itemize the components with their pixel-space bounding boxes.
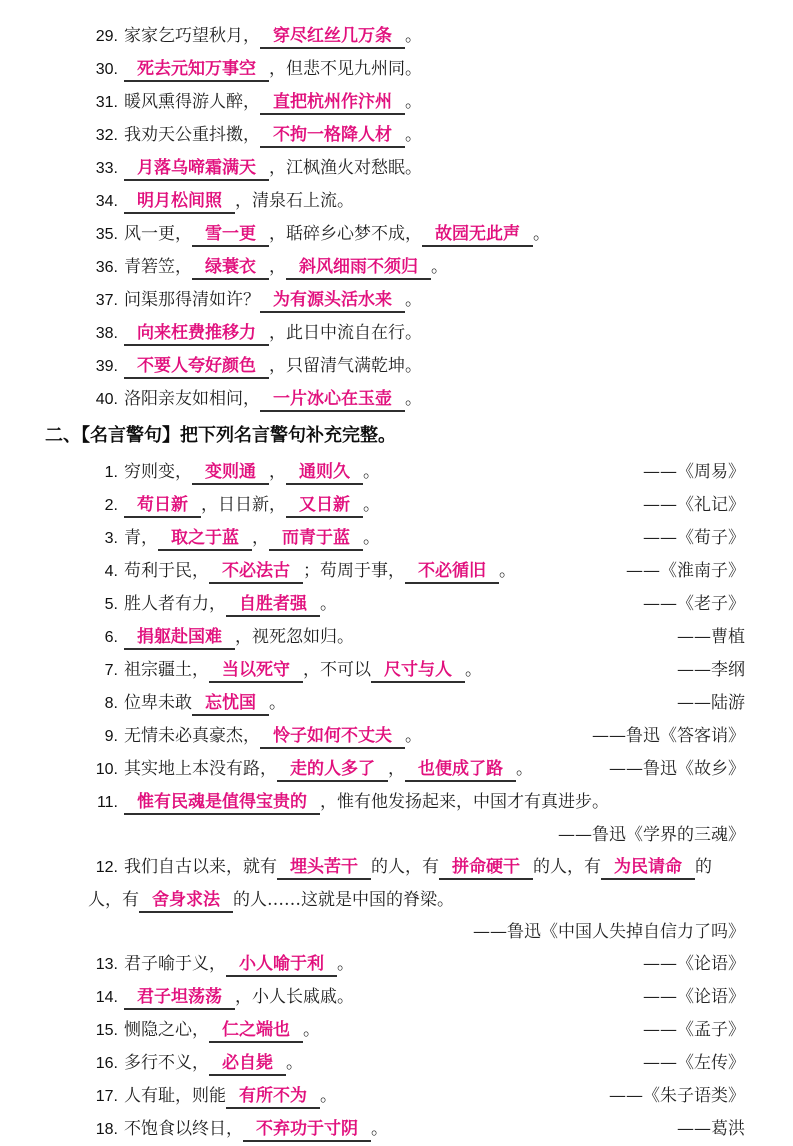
question-text: 。 bbox=[405, 726, 422, 746]
question-text: 我劝天公重抖擞， bbox=[124, 125, 260, 145]
question-item bbox=[88, 284, 745, 317]
question-content bbox=[124, 26, 422, 46]
question-number: 1. bbox=[104, 464, 118, 481]
question-text: 暖风熏得游人醉， bbox=[124, 92, 260, 112]
source-attribution: ——《论语》 bbox=[643, 987, 745, 1007]
question-text: 家家乞巧望秋月， bbox=[124, 26, 260, 46]
section-tag: 【名言警句】 bbox=[81, 425, 180, 446]
source-attribution: ——葛洪 bbox=[677, 1119, 745, 1139]
question-content bbox=[124, 356, 422, 376]
question-content bbox=[124, 621, 667, 653]
question-content bbox=[124, 588, 633, 620]
source-attribution: ——《孟子》 bbox=[643, 1020, 745, 1040]
question-item bbox=[88, 1113, 745, 1146]
question-content bbox=[88, 857, 712, 910]
question-text: 。 bbox=[405, 92, 422, 112]
source-attribution: ——鲁迅《中国人失掉自信力了吗》 bbox=[473, 922, 745, 942]
question-number: 16. bbox=[95, 1055, 118, 1072]
question-text: 。 bbox=[320, 1086, 337, 1106]
question-content bbox=[124, 720, 582, 752]
question-text: 的人，有 bbox=[533, 857, 601, 877]
question-number: 4. bbox=[104, 563, 118, 580]
question-text: 祖宗疆土， bbox=[124, 660, 209, 680]
question-content bbox=[124, 59, 422, 79]
question-text: 。 bbox=[269, 693, 286, 713]
question-item bbox=[88, 251, 745, 284]
question-number: 40. bbox=[95, 391, 118, 408]
question-text: 多行不义， bbox=[124, 1053, 209, 1073]
question-text: 。 bbox=[337, 954, 354, 974]
question-content bbox=[124, 1014, 633, 1046]
question-number: 36. bbox=[95, 259, 118, 276]
question-text: 。 bbox=[286, 1053, 303, 1073]
answer-blank: 雪一更 bbox=[192, 224, 269, 247]
question-item bbox=[88, 489, 745, 522]
question-content bbox=[124, 224, 550, 244]
answer-blank: 必自毙 bbox=[209, 1053, 286, 1076]
question-item bbox=[88, 687, 745, 720]
question-text: 苟利于民， bbox=[124, 561, 209, 581]
question-number: 9. bbox=[104, 728, 118, 745]
question-content bbox=[124, 1080, 599, 1112]
answer-blank: 惟有民魂是值得宝贵的 bbox=[124, 792, 320, 815]
question-text: ，不可以 bbox=[303, 660, 371, 680]
answer-blank: 而青于蓝 bbox=[269, 528, 363, 551]
question-number: 32. bbox=[95, 127, 118, 144]
question-text: 无情未必真豪杰， bbox=[124, 726, 260, 746]
source-attribution: ——李纲 bbox=[677, 660, 745, 680]
question-content bbox=[124, 257, 448, 277]
question-text: ， bbox=[269, 257, 286, 277]
question-number: 34. bbox=[95, 193, 118, 210]
question-text: ，聒碎乡心梦不成， bbox=[269, 224, 422, 244]
question-text: 的人，有 bbox=[88, 857, 712, 910]
question-content bbox=[124, 389, 422, 409]
question-item bbox=[88, 555, 745, 588]
answer-blank: 小人喻于利 bbox=[226, 954, 337, 977]
question-number: 7. bbox=[104, 662, 118, 679]
answer-blank: 为民请命 bbox=[601, 857, 695, 880]
question-number: 6. bbox=[104, 629, 118, 646]
question-content bbox=[124, 125, 422, 145]
answer-blank: 斜风细雨不须归 bbox=[286, 257, 431, 280]
answer-blank: 变则通 bbox=[192, 462, 269, 485]
question-text: ，此日中流自在行。 bbox=[269, 323, 422, 343]
question-item bbox=[88, 218, 745, 251]
question-content bbox=[124, 323, 422, 343]
question-number: 8. bbox=[104, 695, 118, 712]
question-number: 17. bbox=[95, 1088, 118, 1105]
question-text: ， bbox=[388, 759, 405, 779]
question-text: 其实地上本没有路， bbox=[124, 759, 277, 779]
answer-blank: 尺寸与人 bbox=[371, 660, 465, 683]
answer-blank: 绿蓑衣 bbox=[192, 257, 269, 280]
answer-blank: 穿尽红丝几万条 bbox=[260, 26, 405, 49]
question-text: 。 bbox=[499, 561, 516, 581]
question-text: 。 bbox=[533, 224, 550, 244]
question-text: 。 bbox=[405, 26, 422, 46]
question-item bbox=[88, 1014, 745, 1047]
question-text: 。 bbox=[363, 495, 380, 515]
question-text: 的人……这就是中国的脊梁。 bbox=[233, 890, 454, 910]
answer-blank: 明月松间照 bbox=[124, 191, 235, 214]
answer-blank: 一片冰心在玉壶 bbox=[260, 389, 405, 412]
question-text: 胜人者有力， bbox=[124, 594, 226, 614]
question-text: ， bbox=[252, 528, 269, 548]
answer-blank: 也便成了路 bbox=[405, 759, 516, 782]
question-content bbox=[124, 290, 422, 310]
question-text: 穷则变， bbox=[124, 462, 192, 482]
question-item bbox=[88, 383, 745, 416]
source-attribution: ——《老子》 bbox=[643, 594, 745, 614]
question-content bbox=[124, 522, 633, 554]
question-item bbox=[88, 185, 745, 218]
question-number: 3. bbox=[104, 530, 118, 547]
question-item bbox=[88, 119, 745, 152]
question-text: 。 bbox=[465, 660, 482, 680]
question-number: 37. bbox=[95, 292, 118, 309]
question-number: 5. bbox=[104, 596, 118, 613]
question-text: 人有耻，则能 bbox=[124, 1086, 226, 1106]
answer-blank: 舍身求法 bbox=[139, 890, 233, 913]
question-number: 15. bbox=[95, 1022, 118, 1039]
question-number: 35. bbox=[95, 226, 118, 243]
question-item bbox=[88, 1080, 745, 1113]
question-item bbox=[88, 851, 745, 916]
question-content bbox=[124, 687, 667, 719]
source-attribution: ——鲁迅《学界的三魂》 bbox=[558, 825, 745, 845]
question-text: ， bbox=[269, 462, 286, 482]
question-text: 君子喻于义， bbox=[124, 954, 226, 974]
answer-blank: 苟日新 bbox=[124, 495, 201, 518]
question-text: ，视死忽如归。 bbox=[235, 627, 354, 647]
question-number: 39. bbox=[95, 358, 118, 375]
answer-blank: 直把杭州作汴州 bbox=[260, 92, 405, 115]
question-number: 38. bbox=[95, 325, 118, 342]
question-content bbox=[124, 1047, 633, 1079]
question-text: 。 bbox=[405, 290, 422, 310]
question-number: 33. bbox=[95, 160, 118, 177]
question-item bbox=[88, 86, 745, 119]
question-text: 。 bbox=[363, 528, 380, 548]
question-content bbox=[124, 191, 354, 211]
question-item bbox=[88, 588, 745, 621]
source-attribution: ——《淮南子》 bbox=[626, 561, 745, 581]
poetry-answer-list bbox=[45, 20, 745, 416]
question-item bbox=[88, 317, 745, 350]
answer-blank: 不必法古 bbox=[209, 561, 303, 584]
answer-blank: 月落乌啼霜满天 bbox=[124, 158, 269, 181]
question-text: ；苟周于事， bbox=[303, 561, 405, 581]
section-instruction: 把下列名言警句补充完整。 bbox=[180, 425, 396, 446]
answer-blank: 取之于蓝 bbox=[158, 528, 252, 551]
source-attribution: ——《左传》 bbox=[643, 1053, 745, 1073]
answer-blank: 走的人多了 bbox=[277, 759, 388, 782]
question-item bbox=[88, 20, 745, 53]
answer-blank: 不拘一格降人材 bbox=[260, 125, 405, 148]
source-attribution: ——《论语》 bbox=[643, 954, 745, 974]
question-text: ，日日新， bbox=[201, 495, 286, 515]
question-content bbox=[124, 948, 633, 980]
question-item bbox=[88, 981, 745, 1014]
section-heading bbox=[45, 420, 745, 452]
question-text: 风一更， bbox=[124, 224, 192, 244]
question-number: 13. bbox=[95, 956, 118, 973]
question-text: 的人，有 bbox=[371, 857, 439, 877]
question-text: 。 bbox=[320, 594, 337, 614]
question-item bbox=[88, 621, 745, 654]
answer-blank: 故园无此声 bbox=[422, 224, 533, 247]
question-number: 14. bbox=[95, 989, 118, 1006]
question-text: 恻隐之心， bbox=[124, 1020, 209, 1040]
question-content bbox=[124, 792, 609, 812]
question-number: 30. bbox=[95, 61, 118, 78]
question-number: 2. bbox=[104, 497, 118, 514]
question-text: 。 bbox=[363, 462, 380, 482]
answer-blank: 不要人夸好颜色 bbox=[124, 356, 269, 379]
question-text: 。 bbox=[405, 125, 422, 145]
answer-blank: 不弃功于寸阴 bbox=[243, 1119, 371, 1142]
answer-blank: 为有源头活水来 bbox=[260, 290, 405, 313]
question-item bbox=[88, 1047, 745, 1080]
question-item bbox=[88, 350, 745, 383]
question-content bbox=[124, 753, 599, 785]
question-text: 青， bbox=[124, 528, 158, 548]
question-text: 不饱食以终日， bbox=[124, 1119, 243, 1139]
answer-blank: 拼命硬干 bbox=[439, 857, 533, 880]
answer-blank: 当以死守 bbox=[209, 660, 303, 683]
answer-blank: 捐躯赴国难 bbox=[124, 627, 235, 650]
question-text: 问渠那得清如许？ bbox=[124, 290, 260, 310]
source-attribution: ——《礼记》 bbox=[643, 495, 745, 515]
source-attribution: ——鲁迅《故乡》 bbox=[609, 759, 745, 779]
question-text: ，只留清气满乾坤。 bbox=[269, 356, 422, 376]
sayings-answer-list bbox=[45, 456, 745, 1146]
question-item bbox=[88, 948, 745, 981]
question-text: 青箬笠， bbox=[124, 257, 192, 277]
question-content bbox=[124, 1113, 667, 1145]
question-text: ，但悲不见九州同。 bbox=[269, 59, 422, 79]
question-text: 。 bbox=[371, 1119, 388, 1139]
question-text: 。 bbox=[405, 389, 422, 409]
source-attribution: ——陆游 bbox=[677, 693, 745, 713]
source-attribution: ——《朱子语类》 bbox=[609, 1086, 745, 1106]
question-content bbox=[124, 92, 422, 112]
question-number: 29. bbox=[95, 28, 118, 45]
answer-blank: 通则久 bbox=[286, 462, 363, 485]
answer-blank: 怜子如何不丈夫 bbox=[260, 726, 405, 749]
question-content bbox=[124, 555, 616, 587]
question-number: 10. bbox=[95, 761, 118, 778]
question-item bbox=[88, 53, 745, 86]
question-item bbox=[88, 654, 745, 687]
question-text: 。 bbox=[431, 257, 448, 277]
question-content bbox=[124, 456, 633, 488]
question-text: 位卑未敢 bbox=[124, 693, 192, 713]
question-text: 。 bbox=[516, 759, 533, 779]
question-item bbox=[88, 522, 745, 555]
answer-blank: 君子坦荡荡 bbox=[124, 987, 235, 1010]
source-attribution: ——《周易》 bbox=[643, 462, 745, 482]
answer-blank: 埋头苦干 bbox=[277, 857, 371, 880]
question-text: 。 bbox=[303, 1020, 320, 1040]
source-attribution: ——《荀子》 bbox=[643, 528, 745, 548]
question-item bbox=[88, 152, 745, 185]
question-number: 11. bbox=[96, 794, 118, 811]
question-number: 31. bbox=[95, 94, 118, 111]
answer-blank: 又日新 bbox=[286, 495, 363, 518]
question-text: ，江枫渔火对愁眠。 bbox=[269, 158, 422, 178]
question-text: ，清泉石上流。 bbox=[235, 191, 354, 211]
question-content bbox=[124, 654, 667, 686]
question-text: ，惟有他发扬起来，中国才有真进步。 bbox=[320, 792, 609, 812]
question-content bbox=[124, 489, 633, 521]
answer-blank: 向来枉费推移力 bbox=[124, 323, 269, 346]
question-text: 我们自古以来，就有 bbox=[124, 857, 277, 877]
question-item bbox=[88, 456, 745, 489]
answer-blank: 自胜者强 bbox=[226, 594, 320, 617]
question-text: 洛阳亲友如相问， bbox=[124, 389, 260, 409]
question-content bbox=[124, 981, 633, 1013]
source-attribution: ——鲁迅《答客诮》 bbox=[592, 726, 745, 746]
answer-blank: 忘忧国 bbox=[192, 693, 269, 716]
question-content bbox=[124, 158, 422, 178]
answer-blank: 死去元知万事空 bbox=[124, 59, 269, 82]
question-item bbox=[88, 720, 745, 753]
question-item bbox=[88, 786, 745, 819]
answer-blank: 仁之端也 bbox=[209, 1020, 303, 1043]
answer-blank: 不必循旧 bbox=[405, 561, 499, 584]
question-item bbox=[88, 753, 745, 786]
question-text: ，小人长戚戚。 bbox=[235, 987, 354, 1007]
section-number: 二、 bbox=[45, 425, 81, 446]
answer-blank: 有所不为 bbox=[226, 1086, 320, 1109]
source-attribution: ——曹植 bbox=[677, 627, 745, 647]
question-number: 12. bbox=[95, 859, 118, 876]
question-number: 18. bbox=[95, 1121, 118, 1138]
